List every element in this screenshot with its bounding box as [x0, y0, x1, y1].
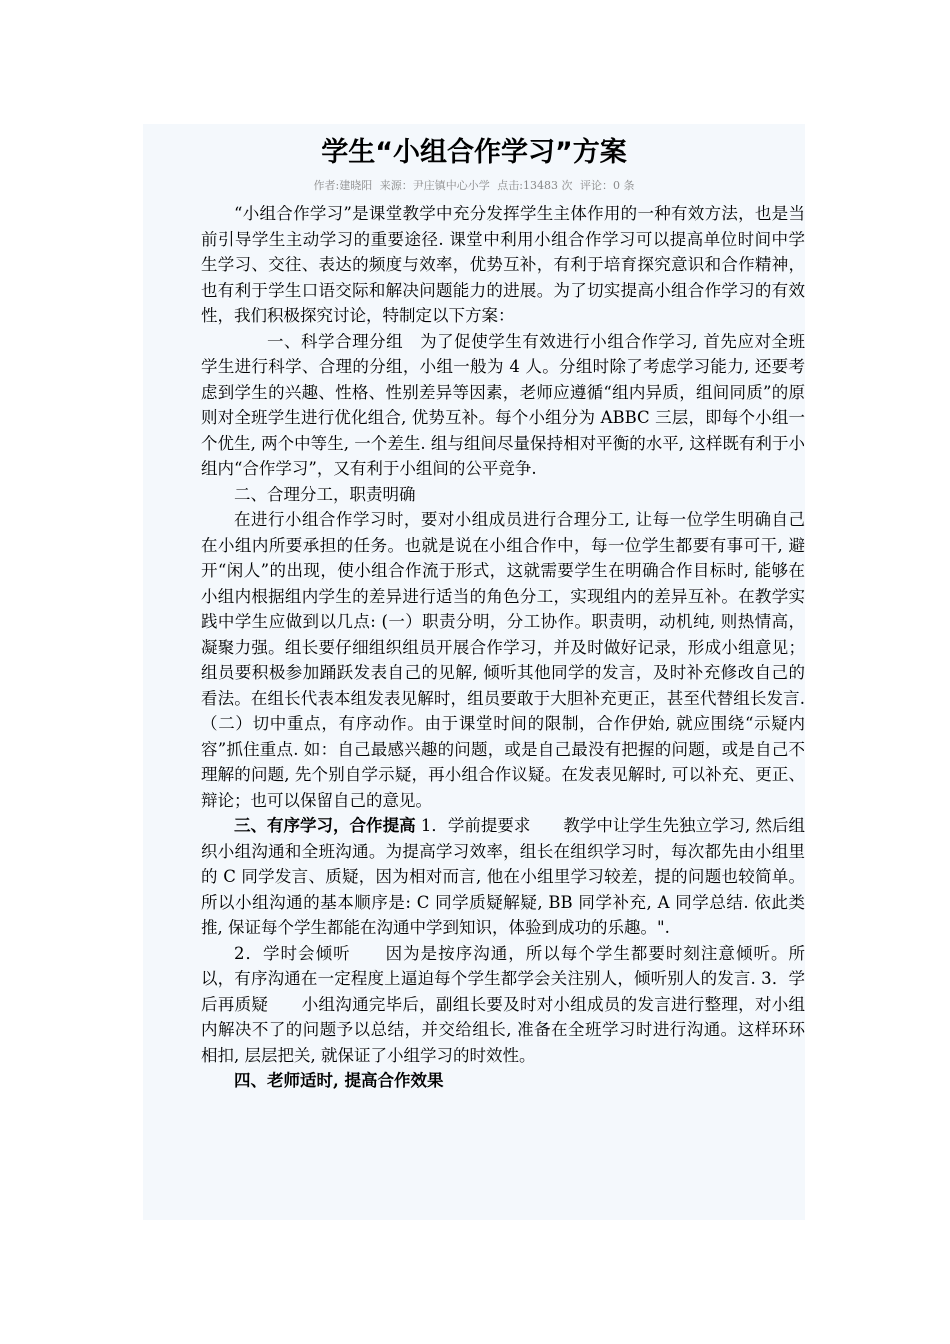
meta-author: 作者:建晓阳 — [313, 179, 373, 192]
section-2-heading: 二、合理分工，职责明确 — [234, 484, 416, 504]
paragraph-section-2: 在进行小组合作学习时，要对小组成员进行合理分工, 让每一位学生明确自己在小组内所要承担的任务。也就是说在小组合作中，每一位学生都要有事可干, 避开“闲人”的出现，使小组合作流于形式，这就需要学生在明确合作目标时, 能够在小组内根据组内学生的差异进行适当的角色分工，实现组内的差异互补。在教学实践中学生应做到以几点: (一）职责分明，分工协作。职责明，动机纯, 则热情高，凝聚力强。组长要仔细组织组员开展合作学习，并及时做好记录，形成小组意见；组员要积极参加踊跃发表自己的见解, 倾听其他同学的发言，及时补充修改自己的看法。在组长代表本组发表见解时，组员要敢于大胆补充更正，甚至代替组长发言.（二）切中重点，有序动作。由于课堂时间的限制，合作伊始, 就应围绕“示疑内容”抓住重点. 如：自己最感兴趣的问题，或是自己最没有把握的问题，或是自己不理解的问题, 先个别自学示疑，再小组合作议疑。在发表见解时, 可以补充、更正、辩论；也可以保留自己的意见。 — [201, 510, 805, 810]
section-4-heading-line — [201, 1068, 805, 1094]
meta-comments: 评论：0 条 — [579, 179, 635, 192]
paragraph-section-3-cont: 2．学时会倾听 因为是按序沟通，所以每个学生都要时刻注意倾听。所以，有序沟通在一定程度上逼迫每个学生都学会关注别人，倾听别人的发言. 3．学后再质疑 小组沟通完毕后，副组长要及时对小组成员的发言进行整理，对小组内解决不了的问题予以总结，并交给组长, 准备在全班学习时进行沟通。这样环环相扣, 层层把关, 就保证了小组学习的时效性。 — [201, 943, 805, 1065]
meta-source: 来源：尹庄镇中心小学 — [379, 179, 490, 192]
section-4-heading: 四、老师适时, 提高合作效果 — [234, 1071, 444, 1090]
paragraph-section-3 — [201, 813, 805, 941]
paragraph-intro: “小组合作学习”是课堂教学中充分发挥学生主体作用的一种有效方法，也是当前引导学生主动学习的重要途径. 课堂中利用小组合作学习可以提高单位时间中学生学习、交往、表达的频度与效率，优势互补，有利于培育探究意识和合作精神，也有利于学生口语交际和解决问题能力的进展。为了切实提高小组合作学习的有效性，我们积极探究讨论，特制定以下方案： — [201, 204, 805, 325]
article-panel — [143, 124, 805, 1220]
section-3-text: 1．学前提要求 教学中让学生先独立学习, 然后组织小组沟通和全班沟通。为提高学习效率，组长在组织学习时，每次都先由小组里的 C 同学发言、质疑，因为相对而言, 他在小组里学习较差，提的问题也较简单。所以小组沟通的基本顺序是: C 同学质疑解疑, BB 同学补充, A 同学总结. 依此类推, 保证每个学生都能在沟通中学到知识，体验到成功的乐趣。". — [201, 816, 806, 937]
article-title: 学生“小组合作学习”方案 — [321, 137, 627, 168]
article-meta — [143, 179, 805, 193]
section-3-heading: 三、有序学习，合作提高 — [234, 816, 416, 835]
paragraph-section-1: 一、科学合理分组 为了促使学生有效进行小组合作学习, 首先应对全班学生进行科学、合理的分组，小组一般为 4 人。分组时除了考虑学习能力, 还要考虑到学生的兴趣、性格、性别差异等因素，老师应遵循“组内异质，组间同质”的原则对全班学生进行优化组合, 优势互补。每个小组分为 ABBC 三层，即每个小组一个优生, 两个中等生, 一个差生. 组与组间尽量保持相对平衡的水平, 这样既有利于小组内“合作学习”，又有利于小组间的公平竞争. — [201, 331, 805, 478]
meta-clicks: 点击:13483 次 — [497, 179, 573, 192]
article-body — [201, 201, 805, 1094]
